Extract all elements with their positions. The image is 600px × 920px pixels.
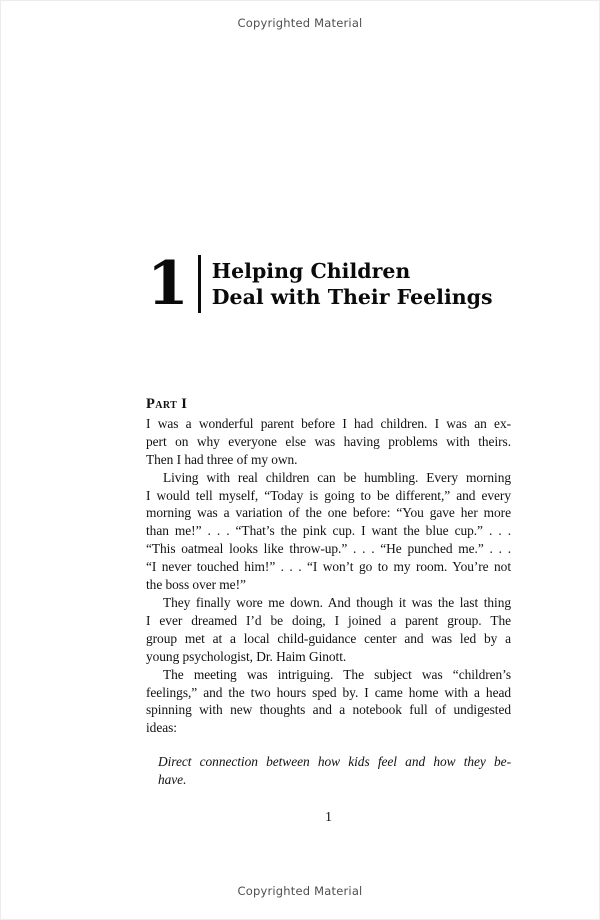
copyright-notice-top: Copyrighted Material <box>237 16 363 30</box>
text-line: They finally wore me down. And though it was the last thing <box>163 594 511 610</box>
paragraph <box>146 666 511 738</box>
text-line: “I never touched him!” . . . “I won’t go to my room. You’re not <box>146 559 511 575</box>
copyright-notice-bottom: Copyrighted Material <box>237 884 363 898</box>
chapter-divider-bar <box>198 255 201 313</box>
text-line: group met at a local child-guidance center and was led by a <box>146 630 511 646</box>
text-line: “This oatmeal looks like throw-up.” . . . “He punched me.” . . . <box>146 541 511 557</box>
text-line: Then I had three of my own. <box>146 451 298 467</box>
chapter-title <box>212 258 493 310</box>
body-text <box>146 396 511 789</box>
text-line: the boss over me!” <box>146 577 246 593</box>
text-line: feelings,” and the two hours sped by. I came home with a head <box>146 684 511 700</box>
chapter-title-line-1: Helping Children <box>211 259 411 283</box>
text-line: morning was a variation of the one before: “You gave her more <box>146 505 511 521</box>
page-number: 1 <box>325 810 332 825</box>
paragraph <box>146 415 511 469</box>
text-line: than me!” . . . “That’s the pink cup. I want the blue cup.” . . . <box>146 523 511 539</box>
text-line: I would tell myself, “Today is going to be different,” and every <box>146 487 511 503</box>
text-line: I ever dreamed I’d be doing, I joined a parent group. The <box>146 612 511 628</box>
paragraph <box>158 753 511 789</box>
text-line: Living with real children can be humbling. Every morning <box>163 469 511 485</box>
chapter-heading <box>147 249 493 319</box>
text-line: have. <box>158 772 187 788</box>
text-line: I was a wonderful parent before I had children. I was an ex- <box>146 415 511 431</box>
paragraph <box>146 594 511 666</box>
text-line: The meeting was intriguing. The subject was “children’s <box>163 666 511 682</box>
paragraph <box>146 469 511 594</box>
text-line: young psychologist, Dr. Haim Ginott. <box>146 648 347 664</box>
text-line: Direct connection between how kids feel and how they be- <box>158 754 511 770</box>
text-line: pert on why everyone else was having problems with theirs. <box>146 433 511 449</box>
paragraph-container <box>146 415 511 789</box>
chapter-number: 1 <box>147 249 189 319</box>
text-line: spinning with new thoughts and a notebook full of undigested <box>146 702 511 718</box>
text-line: ideas: <box>146 720 177 736</box>
section-heading: Part I <box>146 396 188 412</box>
chapter-title-line-2: Deal with Their Feelings <box>211 285 493 309</box>
